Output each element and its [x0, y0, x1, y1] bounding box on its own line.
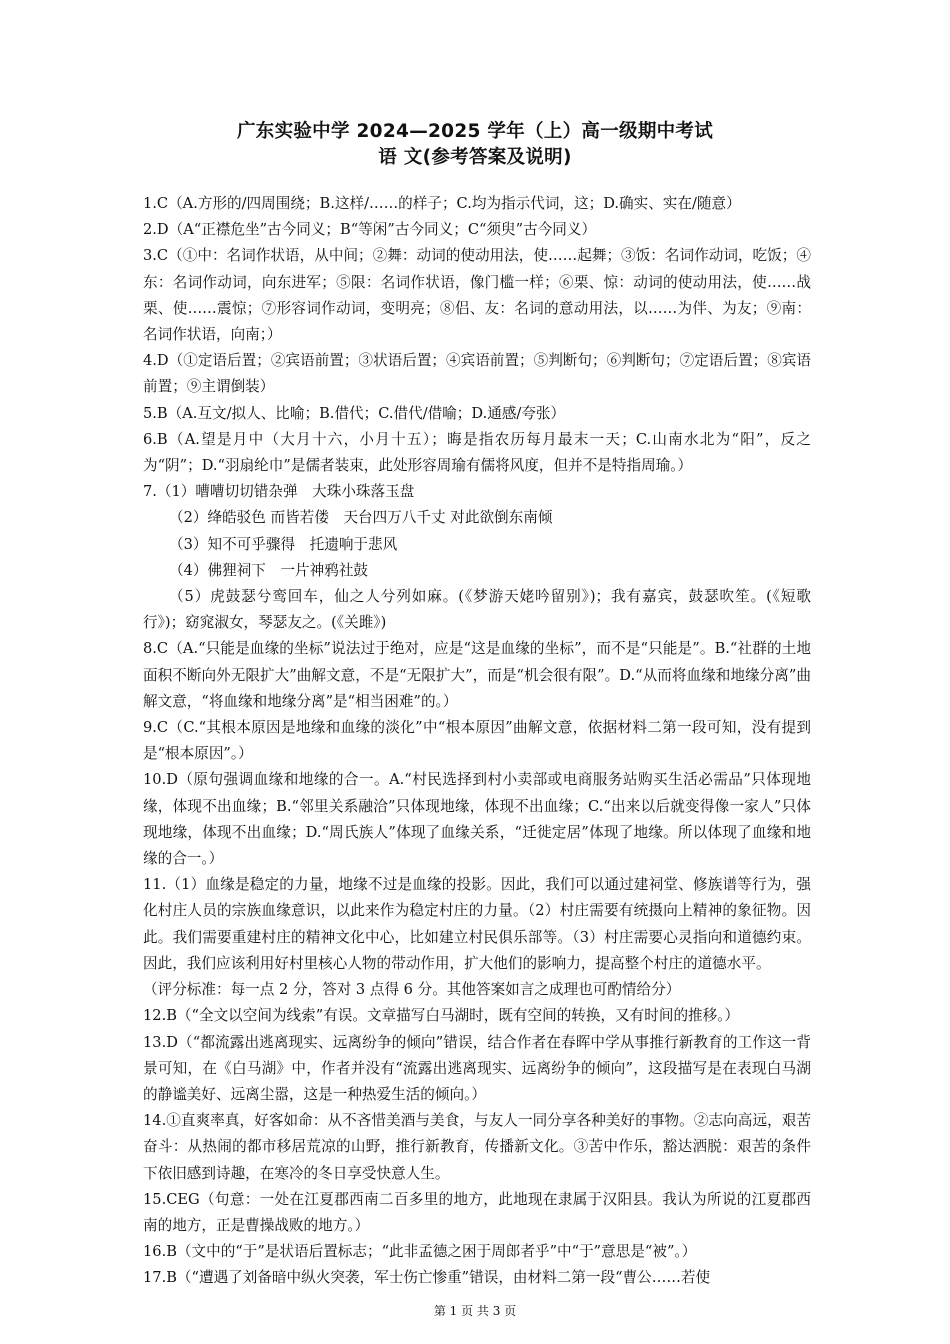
- answer-16: 16.B（文中的“于”是状语后置标志；“此非孟德之困于周郎者乎”中“于”意思是“被”。）: [143, 1243, 697, 1261]
- answer-14: 14.①直爽率真，好客如命：从不吝惜美酒与美食，与友人一同分享各种美好的事物。②志向高远，艰苦奋斗：从热闹的都市移居荒凉的山野，推行新教育，传播新文化。③苦中作乐，豁达洒脱：艰苦的条件下依旧感到诗趣，在寒冷的冬日享受快意人生。: [143, 1112, 811, 1182]
- answer-11: 11.（1）血缘是稳定的力量，地缘不过是血缘的投影。因此，我们可以通过建祠堂、修族谱等行为，强化村庄人员的宗族血缘意识，以此来作为稳定村庄的力量。（2）村庄需要有统摄向上精神的象征物。因此。我们需要重建村庄的精神文化中心，比如建立村民俱乐部等。（3）村庄需要心灵指向和道德约束。因此，我们应该利用好村里核心人物的带动作用，扩大他们的影响力，提高整个村庄的道德水平。: [143, 876, 811, 972]
- answer-list: [143, 191, 811, 1292]
- scoring-note: （评分标准：每一点 2 分，答对 3 点得 6 分。其他答案如言之成理也可酌情给分）: [143, 981, 681, 999]
- answer-10: 10.D（原句强调血缘和地缘的合一。A.“村民选择到村小卖部或电商服务站购买生活必需品”只体现地缘，体现不出血缘；B.“邻里关系融洽”只体现地缘，体现不出血缘；C.“出来以后就变得像一家人”只体现地缘，体现不出血缘；D.“周氏族人”体现了血缘关系，“迁徙定居”体现了地缘。所以体现了血缘和地缘的合一。）: [143, 771, 811, 868]
- exam-subtitle: 语 文(参考答案及说明): [378, 147, 572, 168]
- page-number: 第 1 页 共 3 页: [433, 1304, 517, 1318]
- answer-12: 12.B（“全文以空间为线索”有误。文章描写白马湖时，既有空间的转换，又有时间的推移。）: [143, 1007, 740, 1025]
- answer-2: 2.D（A“正襟危坐”古今同义；B“等闲”古今同义；C“须臾”古今同义）: [143, 221, 597, 239]
- answer-7-2: （2）绛皓驳色 而皆若偻 天台四万八千丈 对此欲倒东南倾: [169, 509, 553, 527]
- answer-8: 8.C（A.“只能是血缘的坐标”说法过于绝对，应是“这是血缘的坐标”，而不是“只能是”。B.“社群的土地面积不断向外无限扩大”曲解文意，不是“无限扩大”，而是“机会很有限”。D.“从而将血缘和地缘分离”曲解文意，“将血缘和地缘分离”是“相当困难”的。）: [143, 640, 811, 710]
- exam-title: 广东实验中学 2024—2025 学年（上）高一级期中考试: [236, 121, 714, 142]
- answer-7-1: 7.（1）嘈嘈切切错杂弹 大珠小珠落玉盘: [143, 483, 415, 501]
- answer-6: 6.B（A.望是月中（大月十六，小月十五）；晦是指农历每月最末一天；C.山南水北为“阳”，反之为“阴”；D.“羽扇纶巾”是儒者装束，此处形容周瑜有儒将风度，但并不是特指周瑜。）: [143, 430, 811, 475]
- answer-17: 17.B（“遭遇了刘备暗中纵火突袭，军士伤亡惨重”错误，由材料二第一段“曹公……若使: [143, 1269, 711, 1287]
- answer-7-3: （3）知不可乎骤得 托遗响于悲风: [169, 535, 398, 553]
- answer-15: 15.CEG（句意：一处在江夏郡西南二百多里的地方，此地现在隶属于汉阳县。我认为所说的江夏郡西南的地方，正是曹操战败的地方。）: [143, 1190, 811, 1234]
- answer-7-5: （5）虎鼓瑟兮鸾回车，仙之人兮列如麻。(《梦游天姥吟留别》)；我有嘉宾，鼓瑟吹笙。(《短歌行》)；窈窕淑女，琴瑟友之。(《关雎》): [143, 588, 811, 632]
- answer-5: 5.B（A.互文/拟人、比喻；B.借代；C.借代/借喻；D.通感/夸张）: [143, 404, 566, 422]
- answer-1: 1.C（A.方形的/四周围绕；B.这样/……的样子；C.均为指示代词，这；D.确实、实在/随意）: [143, 195, 741, 212]
- answer-13: 13.D（“都流露出逃离现实、远离纷争的倾向”错误，结合作者在春晖中学从事推行新教育的工作这一背景可知，在《白马湖》中，作者并没有“流露出逃离现实、远离纷争的倾向”，这段描写是在表现白马湖的静谧美好、远离尘嚣，这是一种热爱生活的倾向。）: [143, 1033, 811, 1103]
- answer-9: 9.C（C.“其根本原因是地缘和血缘的淡化”中“根本原因”曲解文意，依据材料二第一段可知，没有提到是“根本原因”。）: [143, 719, 811, 763]
- answer-4: 4.D（①定语后置；②宾语前置；③状语后置；④宾语前置；⑤判断句；⑥判断句；⑦定语后置；⑧宾语前置；⑨主谓倒装）: [143, 352, 811, 396]
- answer-7-4: （4）佛狸祠下 一片神鸦社鼓: [169, 561, 369, 579]
- answer-3: 3.C（①中：名词作状语，从中间；②舞：动词的使动用法，使……起舞；③饭：名词作动词，吃饭；④东：名词作动词，向东进军；⑤限：名词作状语，像门槛一样；⑥栗、惊：动词的使动用法，使……战栗、使……震惊；⑦形容词作动词，变明亮；⑧侣、友：名词的意动用法，以……为伴、为友；⑨南：名词作状语，向南；）: [143, 247, 811, 344]
